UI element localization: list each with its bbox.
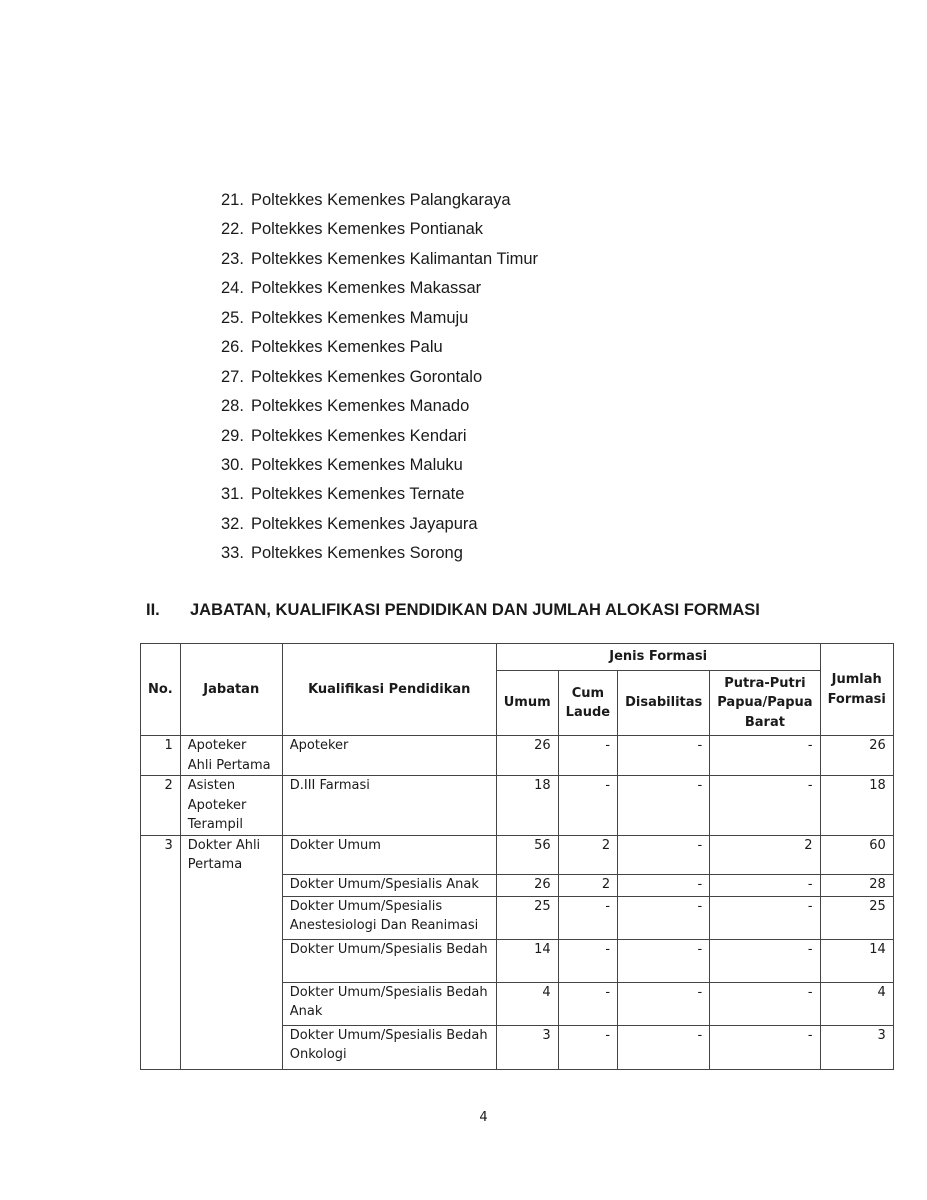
cell-cum-laude: - [558,776,617,836]
cell-putra-putri: - [710,896,820,939]
list-item [221,333,538,362]
table-row [141,776,894,836]
header-no: No. [141,644,181,736]
list-item-number: 24. [221,279,244,298]
cell-kualifikasi: D.III Farmasi [282,776,496,836]
list-item [221,304,538,333]
cell-kualifikasi: Dokter Umum/Spesialis Bedah [282,939,496,982]
list-item [221,215,538,244]
cell-disabilitas: - [618,776,710,836]
list-item [221,245,538,274]
cell-jabatan: Apoteker Ahli Pertama [180,736,282,776]
list-item-number: 29. [221,426,244,445]
cell-umum: 56 [496,835,558,874]
list-item-text: Poltekkes Kemenkes Palu [251,338,443,357]
list-item-text: Poltekkes Kemenkes Makassar [251,279,482,298]
list-item [221,392,538,421]
header-kualifikasi: Kualifikasi Pendidikan [282,644,496,736]
list-item-text: Poltekkes Kemenkes Pontianak [251,220,484,239]
list-item-number: 25. [221,308,244,327]
cell-putra-putri: - [710,874,820,896]
list-item-text: Poltekkes Kemenkes Mamuju [251,308,469,327]
cell-jumlah: 60 [820,835,893,874]
cell-cum-laude: 2 [558,835,617,874]
list-item [221,274,538,303]
list-item-number: 21. [221,191,244,209]
cell-cum-laude: - [558,982,617,1025]
cell-no: 2 [141,776,181,836]
cell-kualifikasi: Apoteker [282,736,496,776]
list-item-text: Poltekkes Kemenkes Gorontalo [251,367,483,386]
cell-jumlah: 18 [820,776,893,836]
cell-putra-putri: - [710,776,820,836]
list-item-number: 26. [221,338,244,357]
list-item-text: Poltekkes Kemenkes Sorong [251,544,463,563]
cell-umum: 18 [496,776,558,836]
cell-cum-laude: - [558,736,617,776]
cell-jumlah: 26 [820,736,893,776]
cell-umum: 14 [496,939,558,982]
cell-cum-laude: - [558,939,617,982]
cell-no: 3 [141,835,181,1069]
page-number: 4 [479,1110,488,1125]
table-row [141,835,894,874]
list-item-text: Poltekkes Kemenkes Kendari [251,426,467,445]
cell-putra-putri: - [710,982,820,1025]
cell-kualifikasi: Dokter Umum/Spesialis Anestesiologi Dan Reanimasi [282,896,496,939]
list-item-number: 30. [221,455,244,474]
cell-jumlah: 28 [820,874,893,896]
table-row [141,736,894,776]
cell-kualifikasi: Dokter Umum/Spesialis Bedah Onkologi [282,1025,496,1069]
cell-cum-laude: - [558,896,617,939]
list-item-number: 28. [221,397,244,416]
cell-jumlah: 4 [820,982,893,1025]
header-disabilitas: Disabilitas [618,671,710,736]
header-jabatan: Jabatan [180,644,282,736]
list-item-number: 33. [221,544,244,563]
header-cum-laude: Cum Laude [558,671,617,736]
list-item-text: Poltekkes Kemenkes Manado [251,397,470,416]
cell-kualifikasi: Dokter Umum [282,835,496,874]
cell-jabatan: Asisten Apoteker Terampil [180,776,282,836]
list-item [221,539,538,568]
cell-umum: 26 [496,736,558,776]
list-item [221,422,538,451]
cell-putra-putri: - [710,939,820,982]
list-item-text: Poltekkes Kemenkes Kalimantan Timur [251,249,539,268]
list-item [221,510,538,539]
cell-putra-putri: - [710,1025,820,1069]
list-item-text: Poltekkes Kemenkes Maluku [251,455,463,474]
cell-no: 1 [141,736,181,776]
list-item-number: 22. [221,220,244,239]
cell-disabilitas: - [618,896,710,939]
cell-putra-putri: - [710,736,820,776]
header-umum: Umum [496,671,558,736]
cell-umum: 4 [496,982,558,1025]
cell-disabilitas: - [618,736,710,776]
cell-disabilitas: - [618,874,710,896]
formasi-table-body [141,736,894,1070]
list-item-number: 32. [221,514,244,533]
cell-putra-putri: 2 [710,835,820,874]
header-putra-putri: Putra-Putri Papua/Papua Barat [710,671,820,736]
list-item-number: 27. [221,367,244,386]
cell-jumlah: 25 [820,896,893,939]
formasi-table-wrapper [140,643,894,1070]
section-title: JABATAN, KUALIFIKASI PENDIDIKAN DAN JUMLAH ALOKASI FORMASI [190,601,760,619]
list-item-number: 31. [221,485,244,504]
list-item [221,186,538,215]
cell-umum: 3 [496,1025,558,1069]
cell-disabilitas: - [618,982,710,1025]
list-item-number: 23. [221,249,244,268]
list-item-text: Poltekkes Kemenkes Palangkaraya [251,191,511,209]
cell-jabatan: Dokter Ahli Pertama [180,835,282,1069]
section-number: II. [146,601,160,619]
header-jenis-formasi: Jenis Formasi [496,644,820,671]
cell-disabilitas: - [618,835,710,874]
cell-disabilitas: - [618,939,710,982]
list-item-text: Poltekkes Kemenkes Ternate [251,485,465,504]
list-item-text: Poltekkes Kemenkes Jayapura [251,514,478,533]
header-jumlah-formasi: Jumlah Formasi [820,644,893,736]
cell-jumlah: 3 [820,1025,893,1069]
cell-kualifikasi: Dokter Umum/Spesialis Anak [282,874,496,896]
cell-cum-laude: - [558,1025,617,1069]
cell-umum: 26 [496,874,558,896]
cell-disabilitas: - [618,1025,710,1069]
cell-kualifikasi: Dokter Umum/Spesialis Bedah Anak [282,982,496,1025]
list-item [221,363,538,392]
cell-jumlah: 14 [820,939,893,982]
cell-cum-laude: 2 [558,874,617,896]
formasi-table [140,643,894,1070]
cell-umum: 25 [496,896,558,939]
list-item [221,451,538,480]
section-heading [146,601,760,620]
poltekkes-list [221,186,538,569]
list-item [221,480,538,509]
